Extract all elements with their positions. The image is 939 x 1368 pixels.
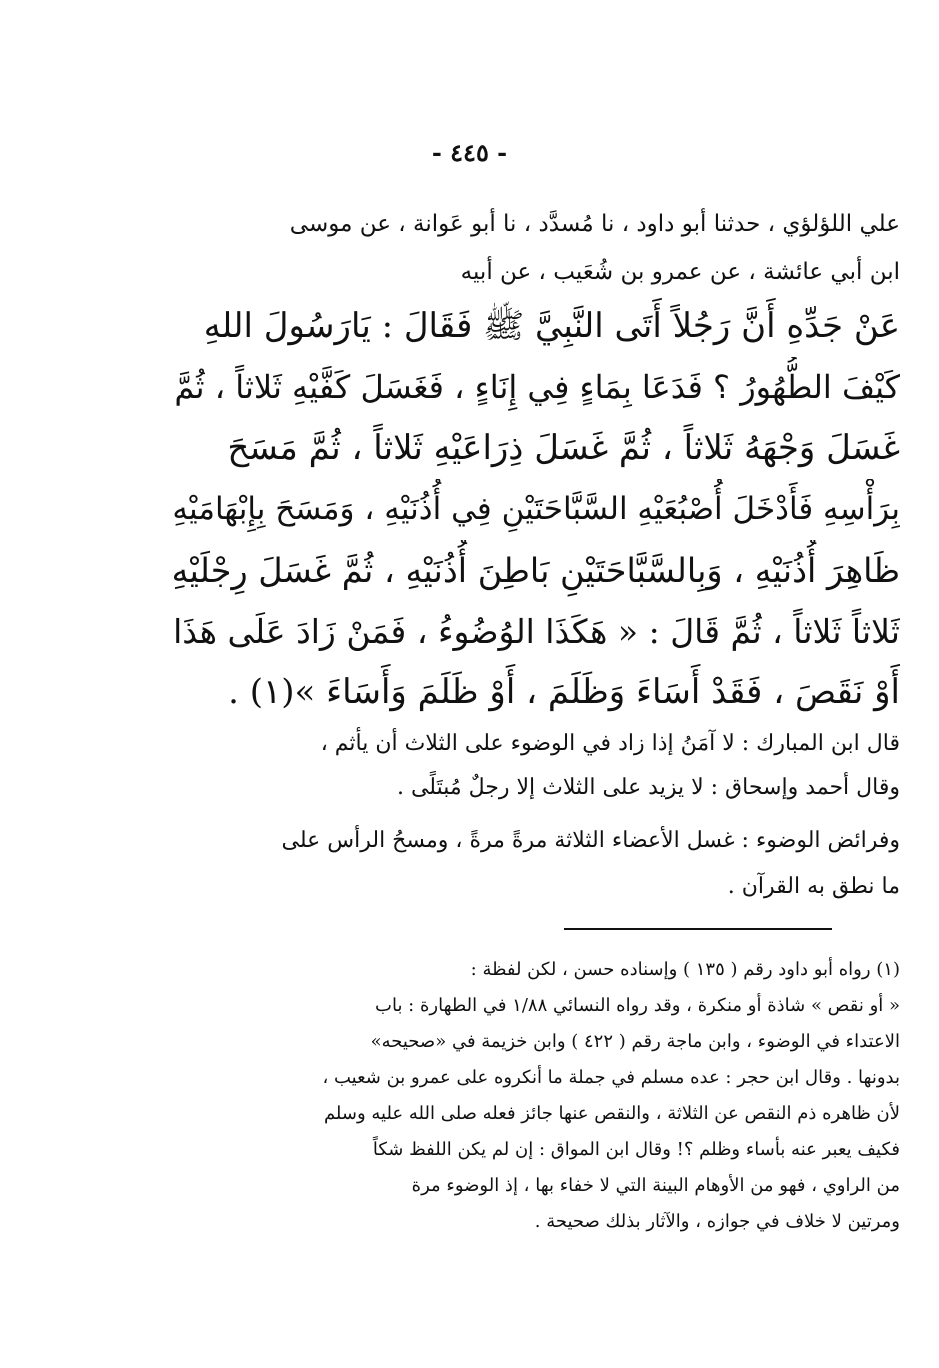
footnote-line: ومرتين لا خلاف في جوازه ، والآثار بذلك صحيحة . [534, 1211, 900, 1232]
wudu-obligations-paragraph [170, 818, 900, 910]
commentary-paragraph [170, 722, 900, 810]
footnote-line: « أو نقص » شاذة أو منكرة ، وقد رواه النسائي ١/٨٨ في الطهارة : باب [375, 995, 900, 1016]
footnote-line: (١) رواه أبو داود رقم ( ١٣٥ ) وإسناده حسن ، لكن لفظة : [470, 959, 900, 980]
hadith-line: بِرَأْسِهِ فَأَدْخَلَ أُصْبُعَيْهِ السَّبَّاحَتَيْنِ فِي أُذُنَيْهِ ، وَمَسَحَ بِإِبْهَامَيْهِ [172, 491, 900, 527]
commentary-line: وقال أحمد وإسحاق : لا يزيد على الثلاث إلا رجلٌ مُبتَلًى . [396, 775, 900, 800]
faraid-line: ما نطق به القرآن . [727, 874, 900, 899]
footnote-line: من الراوي ، فهو من الأوهام البينة التي لا خفاء بها ، إذ الوضوء مرة [411, 1175, 900, 1196]
faraid-line: وفرائض الوضوء : غسل الأعضاء الثلاثة مرةً مرةً ، ومسحُ الرأس على [281, 828, 900, 853]
isnad-line: علي اللؤلؤي ، حدثنا أبو داود ، نا مُسدَّد ، نا أبو عَوانة ، عن موسى [289, 211, 900, 237]
footnote-line: بدونها . وقال ابن حجر : عده مسلم في جملة ما أنكروه على عمرو بن شعيب ، [322, 1067, 900, 1088]
isnad-line: ابن أبي عائشة ، عن عمرو بن شُعَيب ، عن أبيه [460, 259, 900, 285]
commentary-line: قال ابن المبارك : لا آمَنُ إذا زاد في الوضوء على الثلاث أن يأثم ، [320, 731, 900, 756]
hadith-line: ثَلاثاً ثَلاثاً ، ثُمَّ قَالَ : « هَكَذَا الوُضُوءُ ، فَمَنْ زَادَ عَلَى هَذَا [173, 612, 900, 651]
hadith-line: عَنْ جَدِّهِ أَنَّ رَجُلاً أَتَى النَّبِيَّ ﷺ فَقَالَ : يَارَسُولَ اللهِ [203, 306, 900, 346]
footnote-divider [564, 928, 832, 930]
isnad-chain [170, 200, 900, 296]
footnote-line: فكيف يعبر عنه بأساء وظلم ؟! وقال ابن المواق : إن لم يكن اللفظ شكاً [372, 1139, 900, 1160]
hadith-line: ظَاهِرَ أُذُنَيْهِ ، وَبِالسَّبَّاحَتَيْنِ بَاطِنَ أُذُنَيْهِ ، ثُمَّ غَسَلَ رِجْلَيْهِ [171, 551, 900, 590]
footnote [170, 952, 900, 1240]
hadith-line: غَسَلَ وَجْهَهُ ثَلاثاً ، ثُمَّ غَسَلَ ذِرَاعَيْهِ ثَلاثاً ، ثُمَّ مَسَحَ [227, 428, 900, 468]
footnote-line: لأن ظاهره ذم النقص عن الثلاثة ، والنقص عنها جائز فعله صلى الله عليه وسلم [323, 1103, 900, 1124]
footnote-line: الاعتداء في الوضوء ، وابن ماجة رقم ( ٤٢٢ ) وابن خزيمة في «صحيحه» [370, 1031, 900, 1052]
hadith-text [170, 296, 900, 723]
page-number: - ٤٤٥ - [431, 138, 508, 167]
hadith-line: أَوْ نَقَصَ ، فَقَدْ أَسَاءَ وَظَلَمَ ، أَوْ ظَلَمَ وَأَسَاءَ »(١) . [228, 672, 900, 712]
hadith-line: كَيْفَ الطُّهُورُ ؟ فَدَعَا بِمَاءٍ فِي إِنَاءٍ ، فَغَسَلَ كَفَّيْهِ ثَلاثاً ، ثُمَّ [174, 368, 900, 406]
